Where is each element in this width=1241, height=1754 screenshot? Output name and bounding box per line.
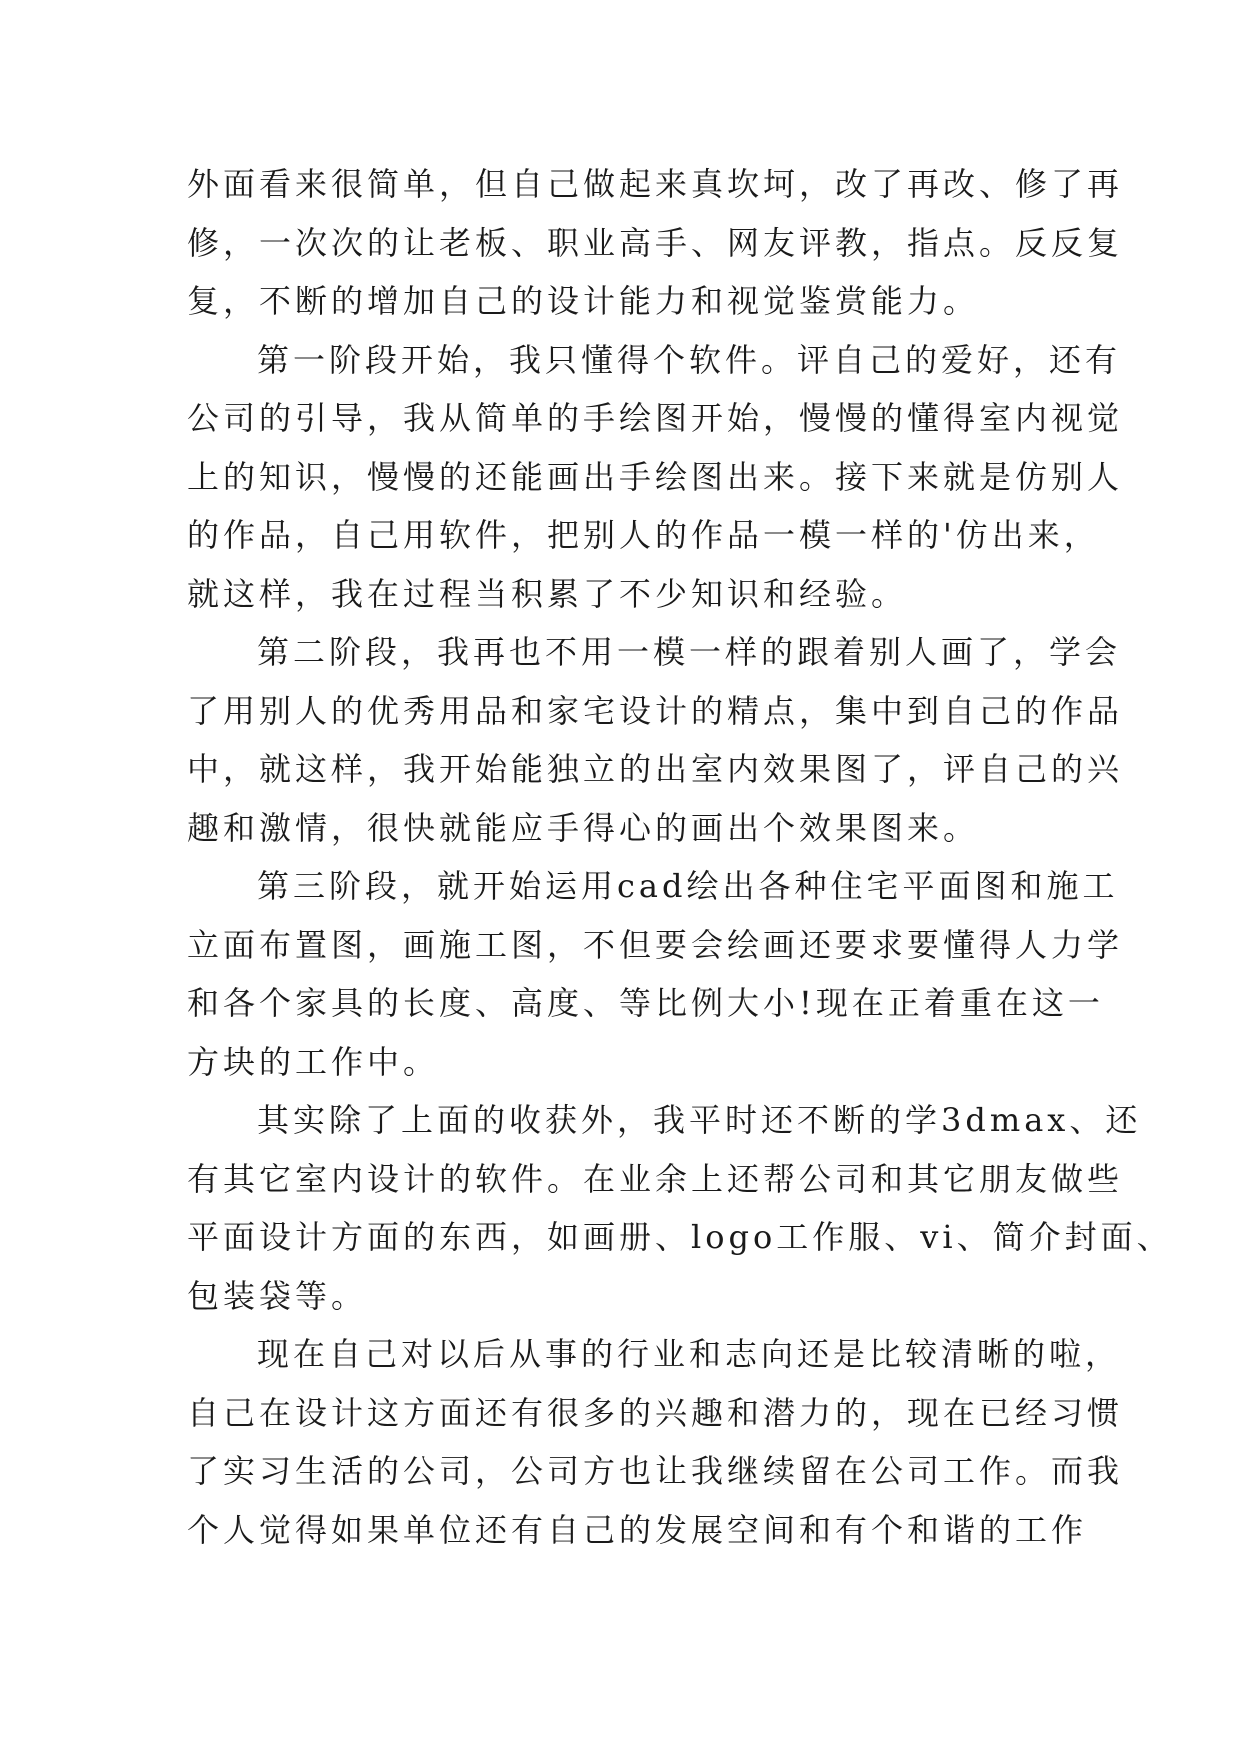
text-line: 的作品，自己用软件，把别人的作品一模一样的'仿出来， — [187, 516, 1100, 554]
text-line: 包装袋等。 — [187, 1276, 368, 1315]
text-line: 和各个家具的长度、高度、等比例大小!现在正着重在这一 — [187, 984, 1104, 1022]
text-line: 第二阶段，我再也不用一模一样的跟着别人画了，学会 — [257, 633, 1122, 671]
paragraph-2 — [187, 331, 1124, 624]
document-body — [187, 155, 1173, 1559]
text-line: 了用别人的优秀用品和家宅设计的精点，集中到自己的作品 — [187, 691, 1124, 730]
text-line: 了实习生活的公司，公司方也让我继续留在公司工作。而我 — [187, 1452, 1124, 1490]
text-line: 公司的引导，我从简单的手绘图开始，慢慢的懂得室内视觉 — [187, 399, 1124, 437]
text-line: 现在自己对以后从事的行业和志向还是比较清晰的啦， — [257, 1335, 1122, 1373]
text-line: 其实除了上面的收获外，我平时还不断的学3dmax、还 — [257, 1101, 1142, 1139]
paragraph-6 — [187, 1325, 1124, 1559]
paragraph-3 — [187, 623, 1124, 857]
text-line: 有其它室内设计的软件。在业余上还帮公司和其它朋友做些 — [187, 1159, 1124, 1198]
text-line: 上的知识，慢慢的还能画出手绘图出来。接下来就是仿别人 — [187, 457, 1124, 496]
paragraph-5 — [187, 1091, 1173, 1325]
text-line: 外面看来很简单，但自己做起来真坎坷，改了再改、修了再 — [187, 165, 1124, 203]
text-line: 方块的工作中。 — [187, 1042, 440, 1081]
text-line: 复，不断的增加自己的设计能力和视觉鉴赏能力。 — [187, 282, 980, 320]
paragraph-4 — [187, 857, 1124, 1091]
text-line: 就这样，我在过程当积累了不少知识和经验。 — [187, 574, 908, 613]
text-line: 自己在设计这方面还有很多的兴趣和潜力的，现在已经习惯 — [187, 1393, 1124, 1432]
text-line: 修，一次次的让老板、职业高手、网友评教，指点。反反复 — [187, 223, 1124, 262]
text-line: 趣和激情，很快就能应手得心的画出个效果图来。 — [187, 808, 980, 847]
text-line: 个人觉得如果单位还有自己的发展空间和有个和谐的工作 — [187, 1510, 1088, 1549]
text-line: 中，就这样，我开始能独立的出室内效果图了，评自己的兴 — [187, 750, 1124, 788]
text-line: 立面布置图，画施工图，不但要会绘画还要求要懂得人力学 — [187, 925, 1124, 964]
paragraph-1 — [187, 155, 1124, 331]
text-line: 第三阶段，就开始运用cad绘出各种住宅平面图和施工 — [257, 867, 1119, 905]
text-line: 第一阶段开始，我只懂得个软件。评自己的爱好，还有 — [257, 340, 1122, 379]
text-line: 平面设计方面的东西，如画册、logo工作服、vi、简介封面、 — [187, 1218, 1173, 1256]
